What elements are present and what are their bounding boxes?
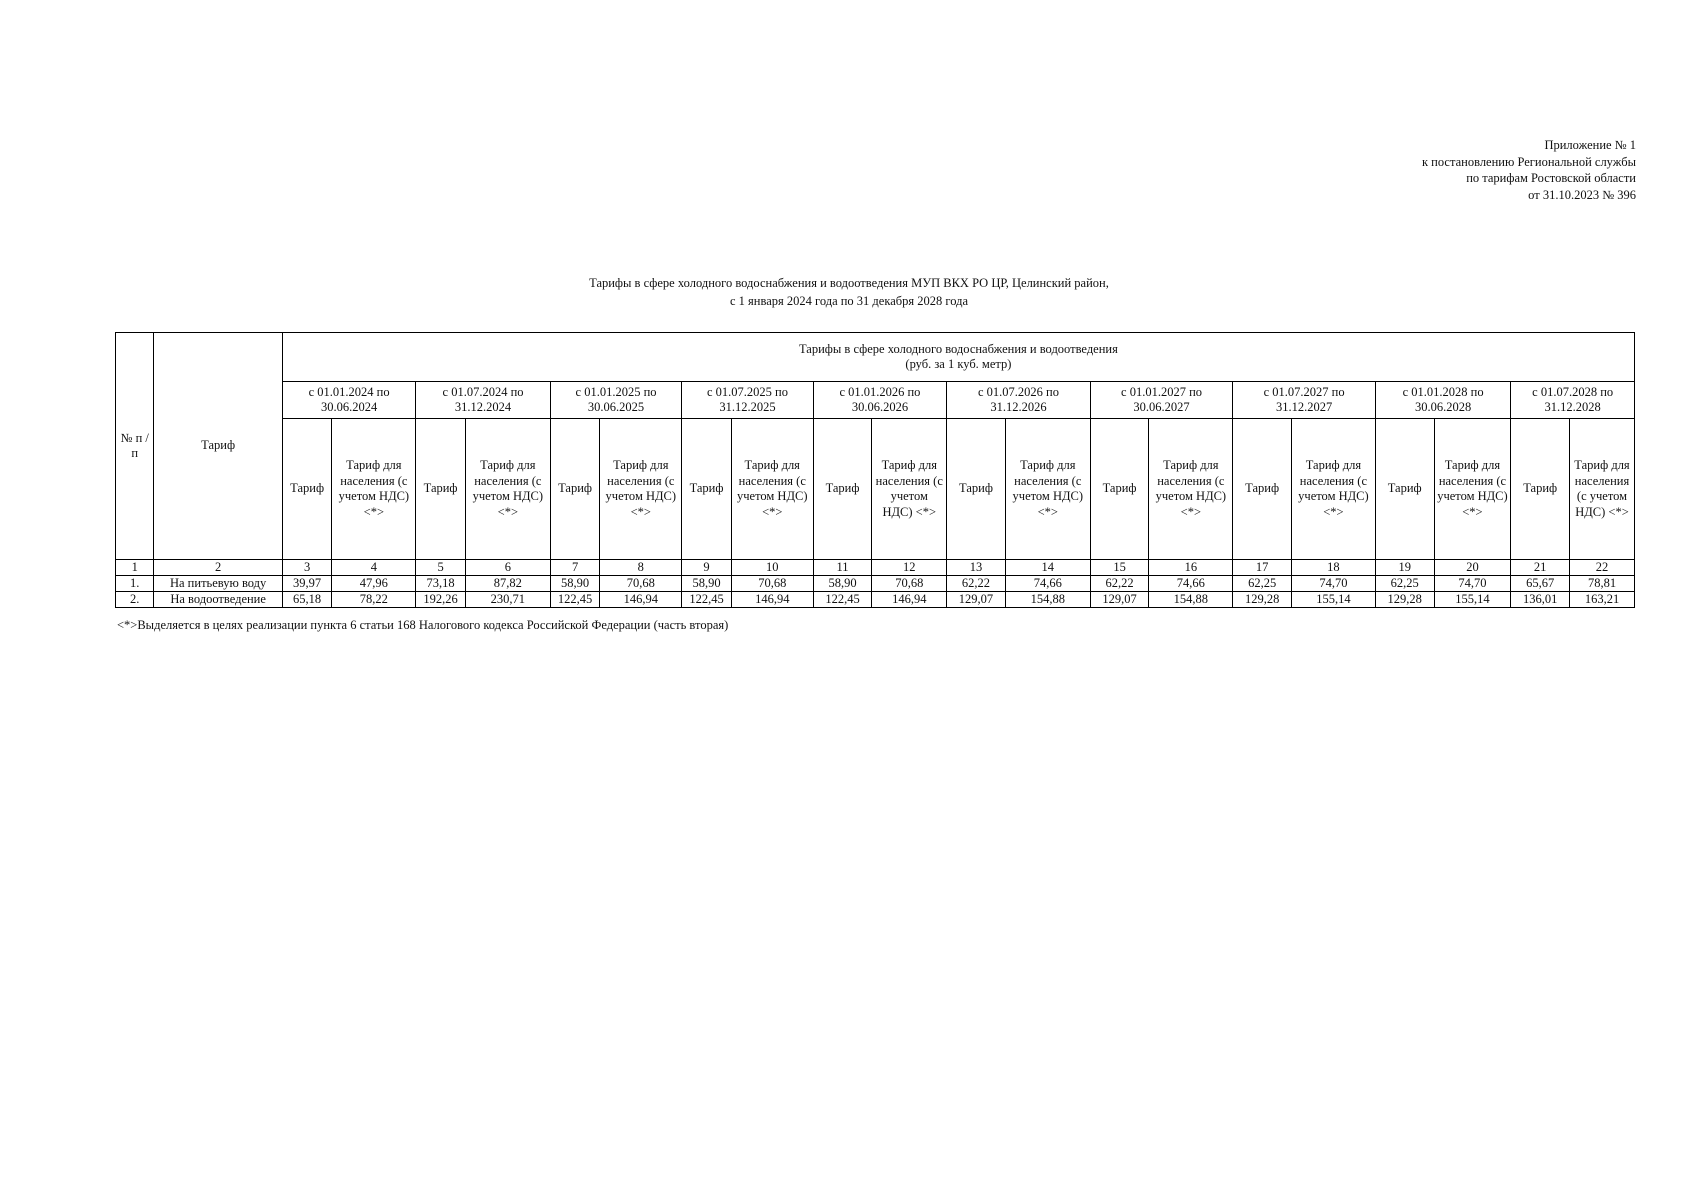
column-number: 18 (1291, 560, 1375, 576)
column-number: 16 (1149, 560, 1233, 576)
footnote: <*>Выделяется в целях реализации пункта 6 статьи 168 Налогового кодекса Российской Федерации (часть вторая) (117, 618, 729, 632)
sub-header-tariff: Тариф (1090, 419, 1149, 560)
row-value: 154,88 (1149, 592, 1233, 608)
row-value: 62,22 (1090, 576, 1149, 592)
header-row-group (116, 333, 1635, 382)
row-value: 129,07 (947, 592, 1006, 608)
row-value: 122,45 (682, 592, 732, 608)
period-header: с 01.07.2028 по 31.12.2028 (1511, 382, 1635, 419)
sub-header-tariff: Тариф (1511, 419, 1570, 560)
row-value: 129,28 (1233, 592, 1292, 608)
row-value: 146,94 (872, 592, 947, 608)
column-number: 13 (947, 560, 1006, 576)
period-header: с 01.07.2027 по 31.12.2027 (1233, 382, 1376, 419)
column-numbers-row (116, 560, 1635, 576)
row-value: 58,90 (682, 576, 732, 592)
row-number: 2. (116, 592, 154, 608)
row-value: 154,88 (1005, 592, 1090, 608)
column-number: 12 (872, 560, 947, 576)
sub-header-population-tariff: Тариф для населения (с учетом НДС) <*> (872, 419, 947, 560)
group-header-line: Тарифы в сфере холодного водоснабжения и водоотведения (798, 341, 1118, 356)
column-number: 21 (1511, 560, 1570, 576)
sub-header-population-tariff: Тариф для населения (с учетом НДС) <*> (1434, 419, 1511, 560)
row-value: 155,14 (1291, 592, 1375, 608)
row-value: 70,68 (731, 576, 813, 592)
appendix-line: по тарифам Ростовской области (1466, 171, 1636, 185)
appendix-line: к постановлению Региональной службы (1421, 154, 1636, 169)
document-title (0, 274, 1698, 310)
table-row (116, 576, 1635, 592)
row-number: 1. (116, 576, 154, 592)
column-number: 6 (465, 560, 550, 576)
period-header: с 01.01.2025 по 30.06.2025 (550, 382, 681, 419)
row-value: 74,66 (1005, 576, 1090, 592)
period-header: с 01.01.2028 по 30.06.2028 (1375, 382, 1510, 419)
row-value: 129,28 (1375, 592, 1434, 608)
row-value: 122,45 (813, 592, 872, 608)
row-value: 129,07 (1090, 592, 1149, 608)
row-value: 163,21 (1570, 592, 1635, 608)
column-number: 4 (332, 560, 416, 576)
row-value: 73,18 (416, 576, 466, 592)
column-number: 5 (416, 560, 466, 576)
period-header: с 01.01.2024 по 30.06.2024 (282, 382, 415, 419)
row-value: 74,70 (1291, 576, 1375, 592)
sub-header-population-tariff: Тариф для населения (с учетом НДС) <*> (332, 419, 416, 560)
row-value: 62,25 (1375, 576, 1434, 592)
column-number: 2 (154, 560, 282, 576)
title-line: Тарифы в сфере холодного водоснабжения и водоотведения МУП ВКХ РО ЦР, Целинский район, (589, 276, 1109, 290)
title-line: с 1 января 2024 года по 31 декабря 2028 года (729, 294, 968, 308)
col-tariff-header: Тариф (154, 333, 282, 560)
tariff-table (115, 332, 1635, 608)
sub-header-population-tariff: Тариф для населения (с учетом НДС) <*> (600, 419, 682, 560)
appendix-line: от 31.10.2023 № 396 (1528, 187, 1636, 202)
column-number: 11 (813, 560, 872, 576)
row-value: 74,70 (1434, 576, 1511, 592)
column-number: 9 (682, 560, 732, 576)
sub-header-population-tariff: Тариф для населения (с учетом НДС) <*> (731, 419, 813, 560)
row-value: 122,45 (550, 592, 600, 608)
row-value: 146,94 (731, 592, 813, 608)
row-name: На водоотведение (154, 592, 282, 608)
sub-header-population-tariff: Тариф для населения (с учетом НДС) <*> (1570, 419, 1635, 560)
column-number: 8 (600, 560, 682, 576)
row-value: 58,90 (813, 576, 872, 592)
sub-header-tariff: Тариф (1375, 419, 1434, 560)
period-header: с 01.07.2024 по 31.12.2024 (416, 382, 550, 419)
column-number: 14 (1005, 560, 1090, 576)
row-value: 70,68 (600, 576, 682, 592)
column-number: 15 (1090, 560, 1149, 576)
period-header: с 01.07.2026 по 31.12.2026 (947, 382, 1091, 419)
sub-header-tariff: Тариф (550, 419, 600, 560)
column-number: 20 (1434, 560, 1511, 576)
column-number: 10 (731, 560, 813, 576)
row-value: 58,90 (550, 576, 600, 592)
sub-header-tariff: Тариф (813, 419, 872, 560)
period-header: с 01.01.2027 по 30.06.2027 (1090, 382, 1233, 419)
sub-header-tariff: Тариф (947, 419, 1006, 560)
row-value: 230,71 (465, 592, 550, 608)
column-number: 17 (1233, 560, 1292, 576)
column-number: 7 (550, 560, 600, 576)
header-row-periods (116, 382, 1635, 419)
sub-header-tariff: Тариф (416, 419, 466, 560)
row-value: 62,22 (947, 576, 1006, 592)
row-value: 39,97 (282, 576, 332, 592)
col-num-header: № п /п (116, 333, 154, 560)
column-number: 19 (1375, 560, 1434, 576)
row-value: 78,81 (1570, 576, 1635, 592)
row-value: 74,66 (1149, 576, 1233, 592)
row-value: 62,25 (1233, 576, 1292, 592)
row-value: 155,14 (1434, 592, 1511, 608)
row-value: 47,96 (332, 576, 416, 592)
period-header: с 01.07.2025 по 31.12.2025 (682, 382, 813, 419)
group-header (282, 333, 1634, 382)
sub-header-population-tariff: Тариф для населения (с учетом НДС) <*> (465, 419, 550, 560)
table-row (116, 592, 1635, 608)
row-value: 65,67 (1511, 576, 1570, 592)
column-number: 22 (1570, 560, 1635, 576)
header-row-sub (116, 419, 1635, 560)
sub-header-population-tariff: Тариф для населения (с учетом НДС) <*> (1005, 419, 1090, 560)
row-value: 78,22 (332, 592, 416, 608)
row-value: 70,68 (872, 576, 947, 592)
row-value: 192,26 (416, 592, 466, 608)
row-value: 136,01 (1511, 592, 1570, 608)
group-header-line: (руб. за 1 куб. метр) (905, 357, 1012, 371)
row-value: 65,18 (282, 592, 332, 608)
row-name: На питьевую воду (154, 576, 282, 592)
appendix-line: Приложение № 1 (1544, 138, 1636, 152)
column-number: 1 (116, 560, 154, 576)
sub-header-tariff: Тариф (682, 419, 732, 560)
row-value: 87,82 (465, 576, 550, 592)
sub-header-tariff: Тариф (282, 419, 332, 560)
sub-header-population-tariff: Тариф для населения (с учетом НДС) <*> (1291, 419, 1375, 560)
sub-header-population-tariff: Тариф для населения (с учетом НДС) <*> (1149, 419, 1233, 560)
sub-header-tariff: Тариф (1233, 419, 1292, 560)
period-header: с 01.01.2026 по 30.06.2026 (813, 382, 946, 419)
row-value: 146,94 (600, 592, 682, 608)
column-number: 3 (282, 560, 332, 576)
appendix-block (1422, 137, 1636, 203)
